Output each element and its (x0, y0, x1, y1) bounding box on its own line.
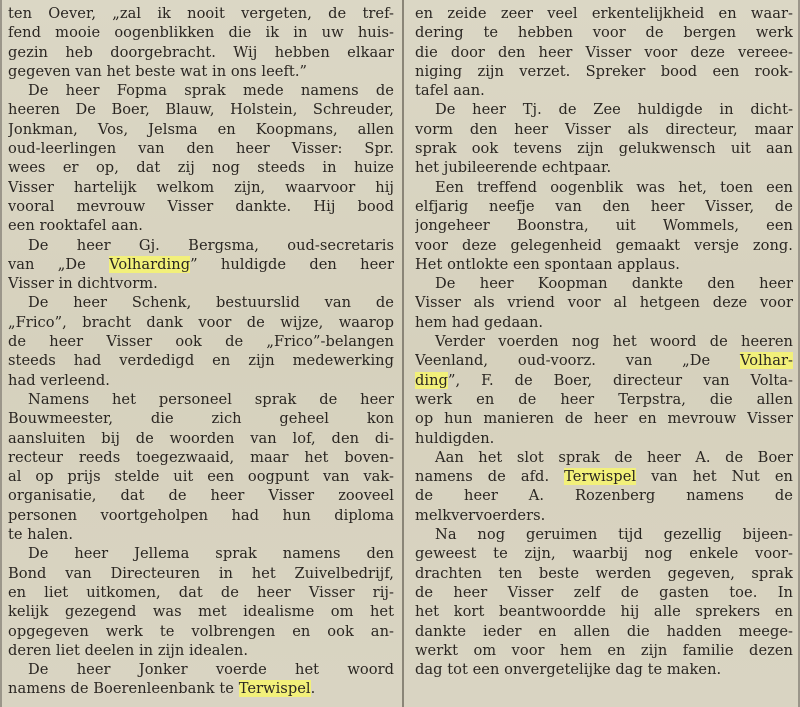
article-line: organisatie, dat de heer Visser zooveel (8, 487, 394, 505)
article-line: Bond van Directeuren in het Zuivelbedrijf, (8, 564, 394, 582)
article-line: dering te hebben voor de bergen werk (415, 24, 793, 42)
article-line: gezin heb doorgebracht. Wij hebben elkaar (8, 43, 394, 61)
article-line: en liet uitkomen, dat de heer Visser rij- (8, 583, 394, 601)
article-line: wees er op, dat zij nog steeds in huize (8, 159, 394, 177)
article-line: dag tot een onvergetelijke dag te maken. (415, 661, 722, 679)
search-term-highlight: Terwispel (564, 468, 637, 486)
article-line: Aan het slot sprak de heer A. de Boer (435, 448, 793, 466)
article-line: Een treffend oogenblik was het, toen een (435, 178, 793, 196)
article-line: ding”, F. de Boer, directeur van Volta- (415, 371, 793, 389)
article-line: tafel aan. (415, 82, 485, 100)
article-line: al op prijs stelde uit een oogpunt van vak- (8, 468, 394, 486)
article-line: De heer Jonker voerde het woord (28, 661, 394, 679)
article-line: Het ontlokte een spontaan applaus. (415, 255, 680, 273)
article-line: ten Oever, „zal ik nooit vergeten, de tref- (8, 5, 394, 22)
article-line: Veenland, oud-voorz. van „De Volhar- (415, 352, 793, 370)
article-line: Visser in dichtvorm. (8, 275, 158, 293)
article-line: de heer A. Rozenberg namens de (415, 487, 793, 505)
article-line: Na nog geruimen tijd gezellig bijeen- (435, 526, 793, 544)
article-line: vorm den heer Visser als directeur, maar (415, 120, 793, 138)
article-line: dankte ieder en allen die hadden meege- (415, 622, 793, 640)
search-term-highlight: Volharding (109, 255, 191, 273)
article-line: Jonkman, Vos, Jelsma en Koopmans, allen (8, 120, 394, 138)
article-line: de heer Visser ook de „Frico”-belangen (8, 333, 394, 351)
article-line: voor deze gelegenheid gemaakt versje zong. (415, 236, 793, 254)
article-line: De heer Jellema sprak namens den (28, 545, 394, 563)
article-line: namens de Boerenleenbank te Terwispel. (8, 680, 316, 698)
column-divider (402, 0, 404, 707)
article-line: personen voortgeholpen had hun diploma (8, 506, 394, 524)
article-line: De heer Schenk, bestuurslid van de (28, 294, 394, 312)
article-line: De heer Gj. Bergsma, oud-secretaris (28, 236, 394, 254)
article-line: deren liet deelen in zijn idealen. (8, 641, 249, 659)
article-line: op hun manieren de heer en mevrouw Visser (415, 410, 793, 428)
article-line: namens de afd. Terwispel van het Nut en (415, 468, 793, 486)
article-line: werk en de heer Terpstra, die allen (415, 390, 793, 408)
article-line: Visser hartelijk welkom zijn, waarvoor hij (8, 178, 394, 196)
article-line: jongeheer Boonstra, uit Wommels, een (415, 217, 793, 235)
article-line: opgegeven werk te volbrengen en ook an- (8, 622, 394, 640)
article-line: De heer Tj. de Zee huldigde in dicht- (435, 101, 793, 119)
article-line: werkt om voor hem en zijn familie dezen (415, 641, 793, 659)
article-line: vooral mevrouw Visser dankte. Hij bood (8, 197, 394, 215)
article-line: hem had gedaan. (415, 313, 544, 331)
article-line: die door den heer Visser voor deze vereee- (415, 43, 793, 61)
article-line: gegeven van het beste wat in ons leeft.” (8, 62, 308, 80)
article-line: drachten ten beste werden gegeven, sprak (415, 564, 793, 582)
article-line: recteur reeds toegezwaaid, maar het boven- (8, 448, 394, 466)
article-line: geweest te zijn, waarbij nog enkele voor- (415, 545, 793, 563)
article-line: het jubileerende echtpaar. (415, 159, 612, 177)
article-line: niging zijn verzet. Spreker bood een rook- (415, 62, 793, 80)
clipping-left-edge (0, 0, 2, 707)
article-line: Visser als vriend voor al hetgeen deze voor (415, 294, 793, 312)
article-line: het kort beantwoordde hij alle sprekers en (415, 603, 793, 621)
article-line: oud-leerlingen van den heer Visser: Spr. (8, 140, 394, 158)
article-line: steeds had verdedigd en zijn medewerking (8, 352, 394, 370)
article-line: een rooktafel aan. (8, 217, 143, 235)
article-line: had verleend. (8, 371, 110, 389)
article-line: Namens het personeel sprak de heer (28, 390, 394, 408)
article-line: de heer Visser zelf de gasten toe. In (415, 583, 793, 601)
article-line: De heer Fopma sprak mede namens de (28, 82, 394, 100)
article-left-column (8, 4, 394, 699)
article-line: van „De Volharding” huldigde den heer (8, 255, 394, 273)
article-line: elfjarig neefje van den heer Visser, de (415, 197, 793, 215)
article-line: melkvervoerders. (415, 506, 546, 524)
article-line: fend mooie oogenblikken die ik in uw huis- (8, 24, 394, 42)
article-line: sprak ook tevens zijn gelukwensch uit aan (415, 140, 793, 158)
article-line: te halen. (8, 526, 74, 544)
article-line: De heer Koopman dankte den heer (435, 275, 793, 293)
article-line: huldigden. (415, 429, 495, 447)
article-line: en zeide zeer veel erkentelijkheid en waar- (415, 5, 793, 22)
article-right-column (415, 4, 793, 679)
article-line: Verder voerden nog het woord de heeren (435, 333, 793, 351)
article-line: aansluiten bij de woorden van lof, den di- (8, 429, 394, 447)
search-term-highlight: Volhar- (739, 352, 793, 370)
search-term-highlight: ding (415, 371, 448, 389)
article-line: kelijk gezegend was met idealisme om het (8, 603, 394, 621)
article-line: Bouwmeester, die zich geheel kon (8, 410, 394, 428)
article-line: „Frico”, bracht dank voor de wijze, waarop (8, 313, 394, 331)
article-line: heeren De Boer, Blauw, Holstein, Schreuder, (8, 101, 394, 119)
search-term-highlight: Terwispel (238, 680, 311, 698)
